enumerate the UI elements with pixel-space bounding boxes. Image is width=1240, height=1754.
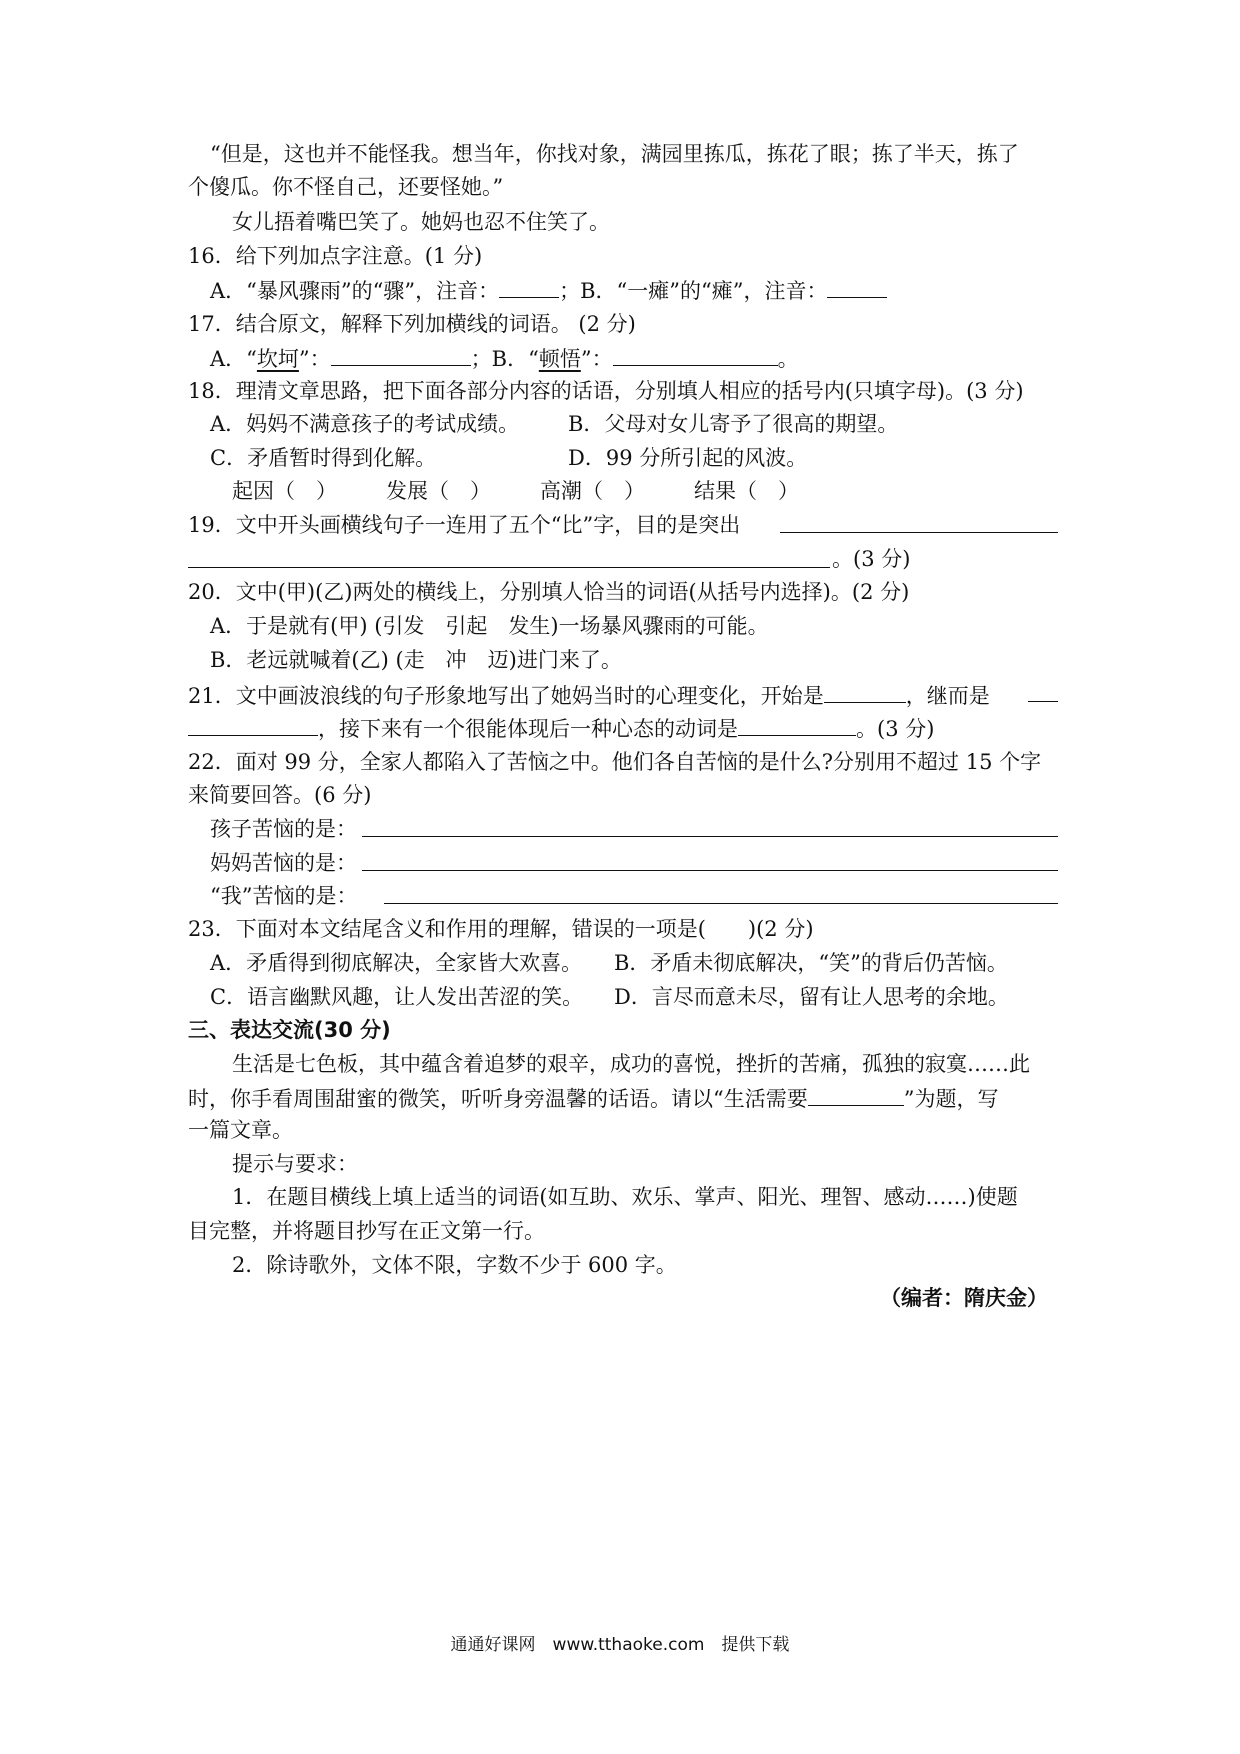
passage-line: 个傻瓜。你不怪自己，还要怪她。”	[188, 175, 504, 199]
question-16-stem: 16．给下列加点字注意。(1 分)	[188, 244, 483, 268]
q18-option-d: D．99 分所引起的风波。	[568, 446, 808, 470]
q18-slot-result[interactable]: 结果（ ）	[694, 479, 799, 503]
q18-slot-climax[interactable]: 高潮（ ）	[540, 479, 645, 503]
answer-blank[interactable]	[613, 343, 778, 366]
q18-option-c: C．矛盾暂时得到化解。	[210, 446, 437, 470]
question-19-stem: 19．文中开头画横线句子一连用了五个“比”字，目的是突出	[188, 513, 741, 537]
underlined-word: 顿悟	[538, 347, 581, 371]
answer-line[interactable]	[384, 903, 1058, 904]
answer-blank[interactable]	[499, 275, 559, 298]
question-16-options: A．“暴风骤雨”的“骤”，注音： ；B．“一瘫”的“瘫”，注音：	[210, 275, 887, 305]
q18-option-b: B．父母对女儿寄予了很高的期望。	[568, 412, 899, 436]
q23-option-a: A．矛盾得到彻底解决，全家皆大欢喜。	[210, 951, 583, 975]
tip-1: 1．在题目横线上填上适当的词语(如互助、欢乐、掌声、阳光、理智、感动……)使题	[232, 1185, 1018, 1209]
question-18-stem: 18．理清文章思路，把下面各部分内容的话语，分别填人相应的括号内(只填字母)。(3 分)	[188, 379, 1024, 403]
question-20-stem: 20．文中(甲)(乙)两处的横线上，分别填人恰当的词语(从括号内选择)。(2 分)	[188, 580, 910, 604]
answer-blank[interactable]	[738, 713, 856, 736]
tip-1-cont: 目完整，并将题目抄写在正文第一行。	[188, 1219, 545, 1243]
answer-blank[interactable]	[1028, 701, 1058, 702]
passage-line: “但是，这也并不能怪我。想当年，你找对象，满园里拣瓜，拣花了眼；拣了半天，拣了	[210, 142, 1019, 166]
answer-line[interactable]	[362, 870, 1058, 871]
q23-option-b: B．矛盾未彻底解决，“笑”的背后仍苦恼。	[614, 951, 1008, 975]
answer-blank[interactable]	[188, 713, 318, 736]
prompt-paragraph: 时，你手看周围甜蜜的微笑，听听身旁温馨的话语。请以“生活需要 ”为题，写	[188, 1083, 998, 1113]
q19-score: 。(3 分)	[832, 547, 911, 571]
answer-blank[interactable]	[827, 275, 887, 298]
q16-option-b: B．“一瘫”的“瘫”，注音：	[580, 279, 828, 303]
question-17-stem: 17．结合原文，解释下列加横线的词语。 (2 分)	[188, 312, 636, 336]
q18-option-a: A．妈妈不满意孩子的考试成绩。	[210, 412, 520, 436]
q22-child-label: 孩子苦恼的是：	[210, 817, 357, 841]
footer-credit: 通通好课网 www.tthaoke.com 提供下载	[450, 1635, 790, 1655]
q20-option-a: A．于是就有(甲) (引发 引起 发生)一场暴风骤雨的可能。	[210, 614, 769, 638]
title-blank[interactable]	[808, 1083, 904, 1106]
answer-blank[interactable]	[824, 680, 906, 703]
q23-option-d: D．言尽而意未尽，留有让人思考的余地。	[614, 985, 1009, 1009]
answer-blank[interactable]	[780, 532, 1058, 533]
answer-blank[interactable]	[331, 343, 471, 366]
underlined-word: 坎坷	[256, 347, 299, 371]
question-23-stem: 23．下面对本文结尾含义和作用的理解，错误的一项是( )(2 分)	[188, 917, 814, 941]
question-17-options: A．“坎坷”： ；B．“顿悟”： 。	[210, 343, 799, 373]
answer-line[interactable]	[362, 836, 1058, 837]
editor-credit: （编者：隋庆金）	[880, 1286, 1048, 1310]
q18-slot-cause[interactable]: 起因（ ）	[232, 479, 337, 503]
question-22-stem: 22．面对 99 分，全家人都陷入了苦恼之中。他们各自苦恼的是什么?分别用不超过 15 个字	[188, 750, 1042, 774]
q18-slot-development[interactable]: 发展（ ）	[386, 479, 491, 503]
q20-option-b: B．老远就喊着(乙) (走 冲 迈)进门来了。	[210, 648, 622, 672]
passage-line: 女儿捂着嘴巴笑了。她妈也忍不住笑了。	[232, 210, 610, 234]
question-21-stem: 21．文中画波浪线的句子形象地写出了她妈当时的心理变化，开始是 ，继而是	[188, 680, 990, 710]
answer-blank[interactable]	[188, 567, 830, 568]
q23-option-c: C．语言幽默风趣，让人发出苦涩的笑。	[210, 985, 584, 1009]
tip-2: 2．除诗歌外，文体不限，字数不少于 600 字。	[232, 1253, 677, 1277]
q16-option-a: A．“暴风骤雨”的“骤”，注音：	[210, 279, 500, 303]
prompt-paragraph: 生活是七色板，其中蕴含着追梦的艰辛，成功的喜悦，挫折的苦痛，孤独的寂寞……此	[232, 1052, 1030, 1076]
question-22-stem-cont: 来简要回答。(6 分)	[188, 783, 372, 807]
section-heading: 三、表达交流(30 分)	[188, 1018, 391, 1042]
prompt-paragraph: 一篇文章。	[188, 1118, 293, 1142]
q22-mom-label: 妈妈苦恼的是：	[210, 851, 357, 875]
question-21-cont: ，接下来有一个很能体现后一种心态的动词是 。(3 分)	[188, 713, 934, 743]
q22-me-label: “我”苦恼的是：	[210, 884, 358, 908]
tips-label: 提示与要求：	[232, 1152, 358, 1176]
